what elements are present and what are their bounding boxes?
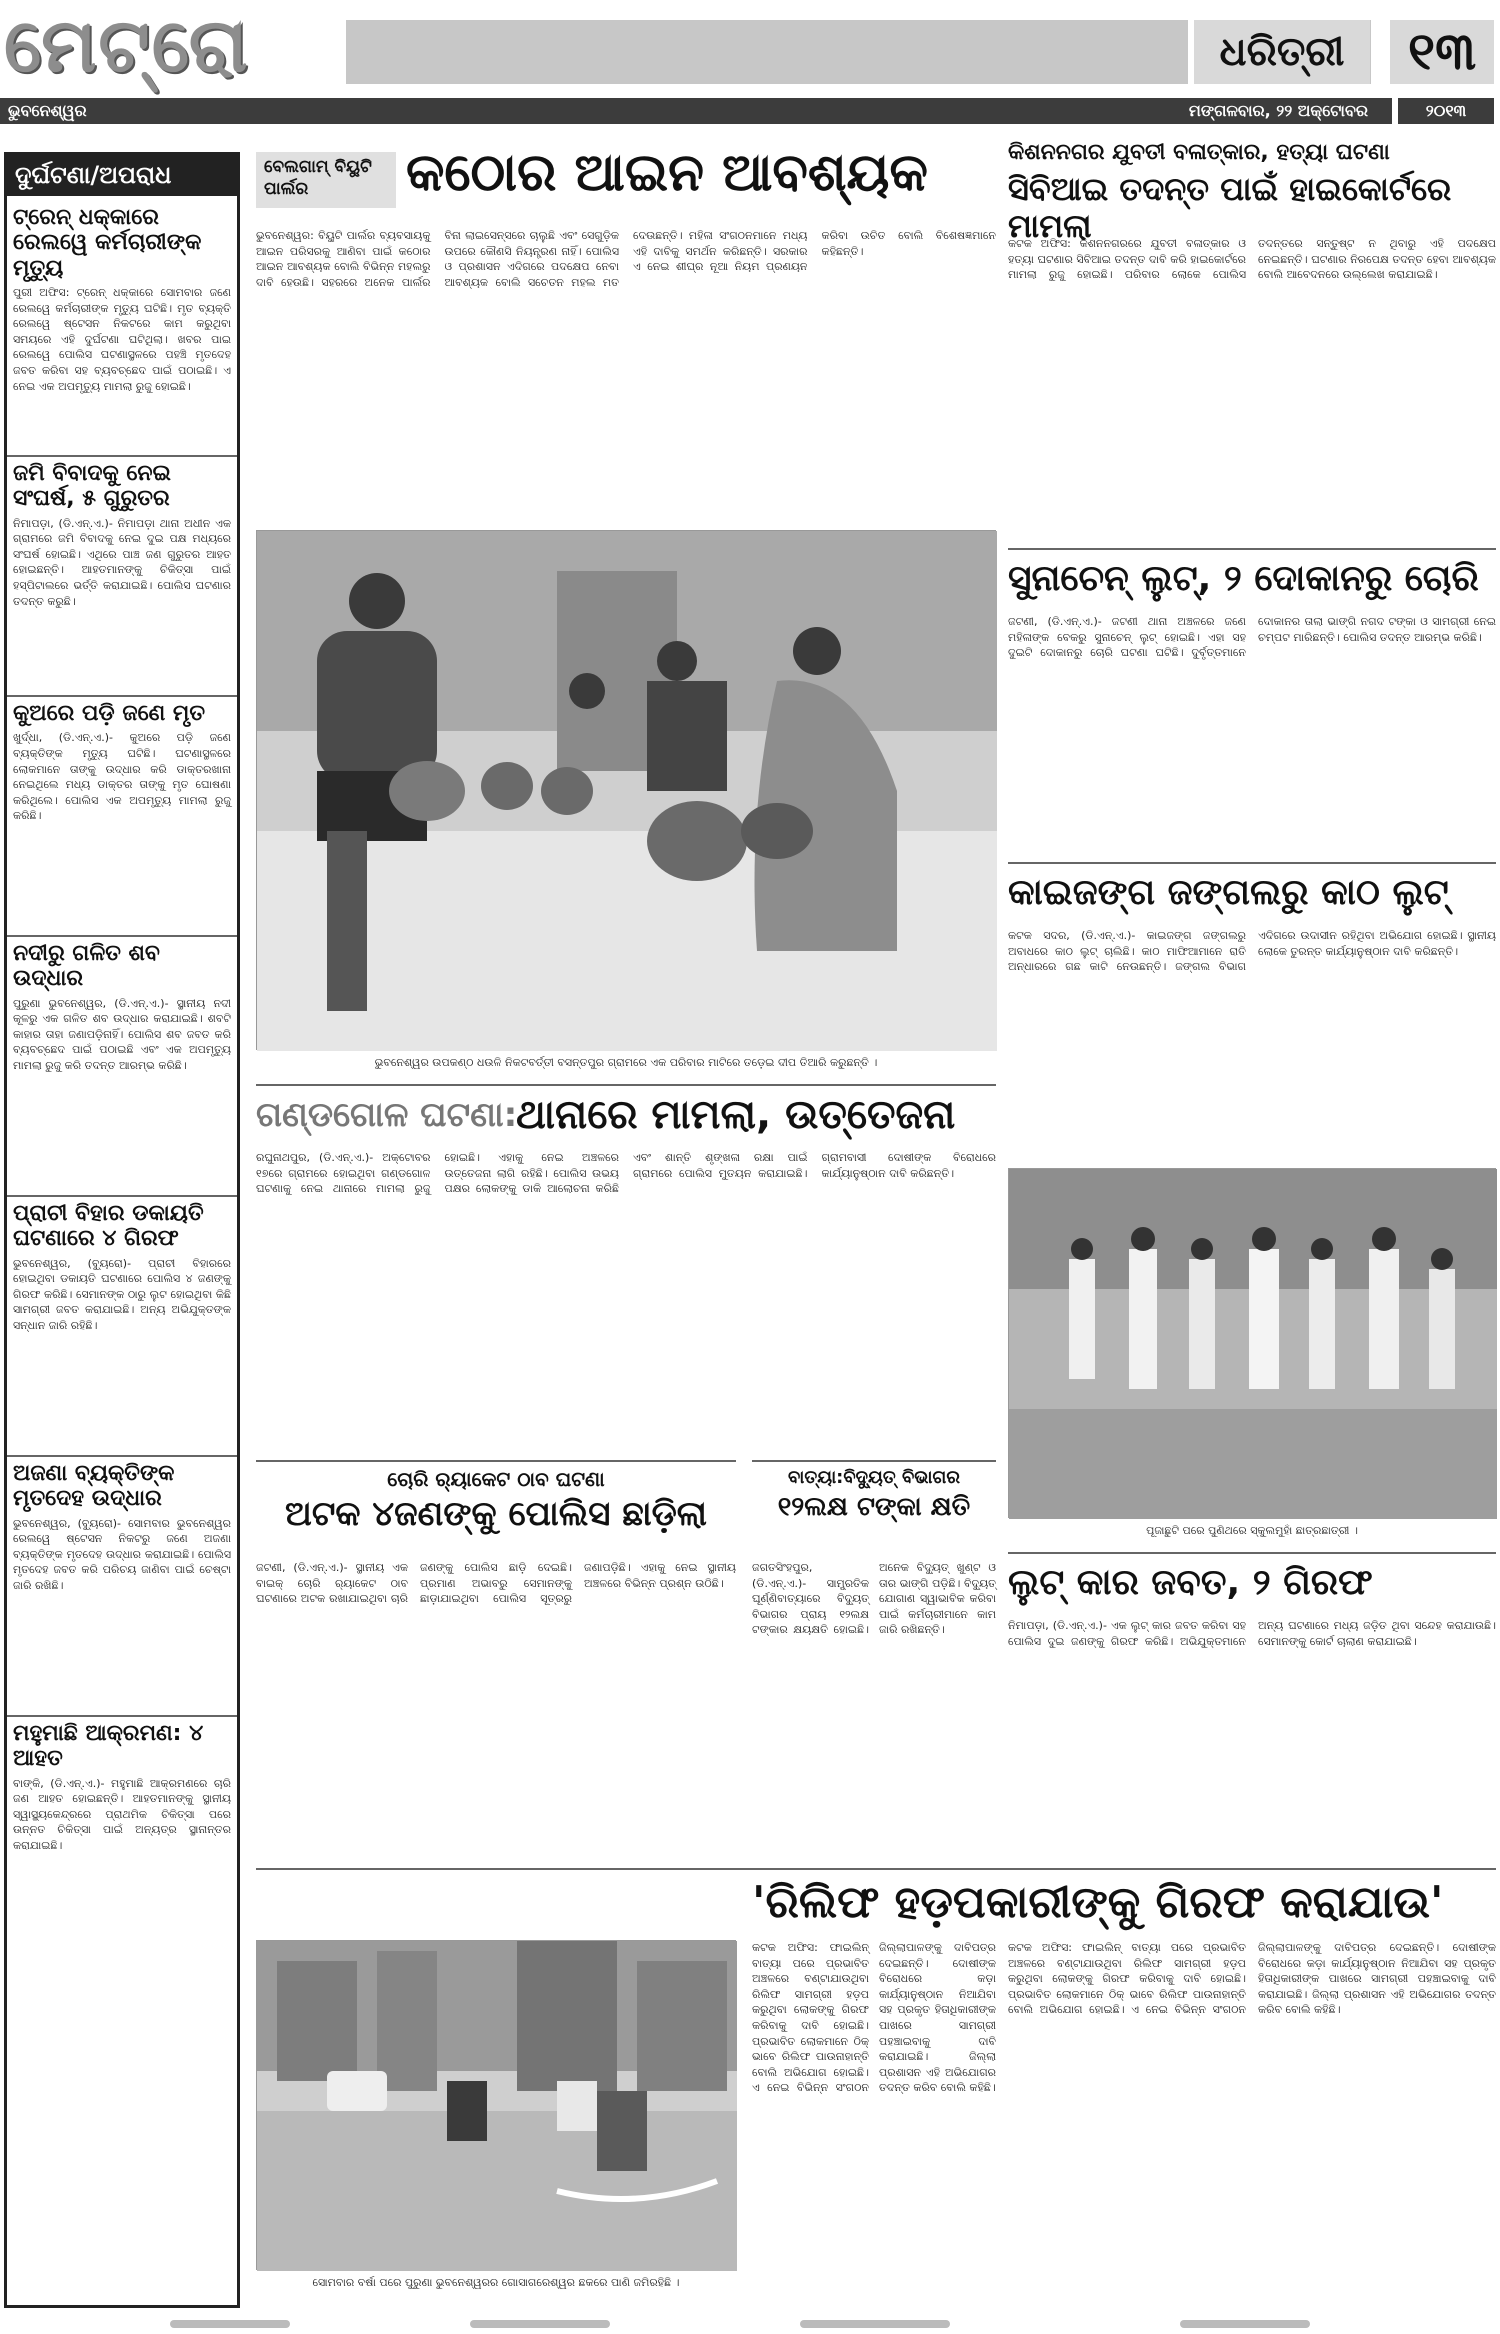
mid-kicker: ଗଣ୍ଡଗୋଳ ଘଟଣା: [256,1095,518,1135]
cbi-headline-block [1008,140,1496,246]
story-headline: ପ୍ରାଚୀ ବିହାର ଡକାୟତି ଘଟଣାରେ ୪ ଗିରଫ [13,1201,204,1252]
lead-body: ଭୁବନେଶ୍ୱର: ବିୟୁଟି ପାର୍ଲର ବ୍ୟବସାୟକୁ ଆଇନ ପରିସରକୁ ଆଣିବା ପାଇଁ କଠୋର ଆଇନ ଆବଶ୍ୟକ ବୋଲି ବିଭିନ୍ନ ମହଲରୁ ଦାବି ହେଉଛି। ସହରରେ ଅନେକ ପାର୍ଲର ବିନା ଲାଇସେନ୍ସରେ ଚାଲୁଛି ଏବଂ ସେଗୁଡ଼ିକ ଉପରେ କୌଣସି ନିୟନ୍ତ୍ରଣ ନାହିଁ। ପୋଲିସ ଓ ପ୍ରଶାସନ ଏଦିଗରେ ପଦକ୍ଷେପ ନେବା ଆବଶ୍ୟକ ବୋଲି ସଚେତନ ମହଲ ମତ ଦେଉଛନ୍ତି। ମହିଳା ସଂଗଠନମାନେ ମଧ୍ୟ ଏହି ଦାବିକୁ ସମର୍ଥନ କରିଛନ୍ତି। ସରକାର ଏ ନେଇ ଶୀଘ୍ର ନୂଆ ନିୟମ ପ୍ରଣୟନ କରିବା ଉଚିତ ବୋଲି ବିଶେଷଜ୍ଞମାନେ କହିଛନ୍ତି। [256,229,996,289]
relief-headline: 'ରିଲିଫ ହଡ଼ପକାରୀଙ୍କୁ ଗିରଫ କରାଯାଉ' [752,1877,1444,1928]
strip-segment [170,2320,290,2328]
pottery-photo-illustration [257,531,997,1051]
car-headline: ଲୁଟ୍ କାର ଜବତ, ୨ ଗିରଫ [1008,1562,1373,1603]
story-body: ଭୁବନେଶ୍ୱର, (ବ୍ୟୁରୋ)- ସୋମବାର ଭୁବନେଶ୍ୱର ରେଲୱେ ଷ୍ଟେସନ ନିକଟରୁ ଜଣେ ଅଜଣା ବ୍ୟକ୍ତିଙ୍କ ମୃତଦେହ ଉଦ୍ଧାର କରାଯାଇଛି। ପୋଲିସ ମୃତଦେହ ଜବତ କରି ପରିଚୟ ଜାଣିବା ପାଇଁ ଚେଷ୍ଟା ଜାରି ରଖିଛି। [13,1516,231,1593]
story-headline: ଅଜଣା ବ୍ୟକ୍ତିଙ୍କ ମୃତଦେହ ଉଦ୍ଧାର [13,1461,175,1512]
story-robbery [7,1195,237,1338]
relief-body-right: କଟକ ଅଫିସ: ଫାଇଲିନ୍ ବାତ୍ୟା ପରେ ପ୍ରଭାବିତ ଅଞ୍ଚଳରେ ବଣ୍ଟାଯାଉଥିବା ରିଲିଫ ସାମଗ୍ରୀ ହଡ଼ପ କରୁଥିବା ଲୋକଙ୍କୁ ଗିରଫ କରିବାକୁ ଦାବି ହୋଇଛି। ପ୍ରଭାବିତ ଲୋକମାନେ ଠିକ୍ ଭାବେ ରିଲିଫ ପାଉନାହାନ୍ତି ବୋଲି ଅଭିଯୋଗ ହୋଇଛି। ଏ ନେଇ ବିଭିନ୍ନ ସଂଗଠନ ଜିଲ୍ଲାପାଳଙ୍କୁ ଦାବିପତ୍ର ଦେଇଛନ୍ତି। ଦୋଷୀଙ୍କ ବିରୋଧରେ କଡ଼ା କାର୍ଯ୍ୟାନୁଷ୍ଠାନ ନିଆଯିବା ସହ ପ୍ରକୃତ ହିତାଧିକାରୀଙ୍କ ପାଖରେ ସାମଗ୍ରୀ ପହଞ୍ଚାଇବାକୁ ଦାବି କରାଯାଇଛି। ଜିଲ୍ଲା ପ୍ରଶାସନ ଏହି ଅଭିଯୋଗର ତଦନ୍ତ କରିବ ବୋଲି କହିଛି। [1008,1941,1496,2017]
story-land-dispute [7,455,237,613]
strip-segment [1180,2320,1310,2328]
mid-body: ରଘୁନାଥପୁର, (ଡି.ଏନ୍.ଏ.)- ଅକ୍ଟୋବର ୧୭ରେ ଗ୍ରାମରେ ହୋଇଥିବା ଗଣ୍ଡଗୋଳ ଘଟଣାକୁ ନେଇ ଥାନାରେ ମାମଲା ରୁଜୁ ହୋଇଛି। ଏହାକୁ ନେଇ ଅଞ୍ଚଳରେ ଉତ୍ତେଜନା ଲାଗି ରହିଛି। ପୋଲିସ ଉଭୟ ପକ୍ଷର ଲୋକଙ୍କୁ ଡାକି ଆଲୋଚନା କରିଛି ଏବଂ ଶାନ୍ତି ଶୃଙ୍ଖଳା ରକ୍ଷା ପାଇଁ ଗ୍ରାମରେ ପୋଲିସ ମୁତୟନ କରାଯାଇଛି। ଗ୍ରାମବାସୀ ଦୋଷୀଙ୍କ ବିରୋଧରେ କାର୍ଯ୍ୟାନୁଷ୍ଠାନ ଦାବି କରିଛନ୍ତି। [256,1151,996,1196]
mid-headline: ଥାନାରେ ମାମଲା, ଉତ୍ତେଜନା [516,1092,956,1138]
storm-body: ଜଗତସିଂହପୁର, (ଡି.ଏନ୍.ଏ.)- ସାମ୍ପ୍ରତିକ ଘୂର୍ଣ୍ଣିବାତ୍ୟାରେ ବିଦ୍ୟୁତ୍ ବିଭାଗର ପ୍ରାୟ ୧୨ଲକ୍ଷ ଟଙ୍କାର କ୍ଷୟକ୍ଷତି ହୋଇଛି। ଅନେକ ବିଦ୍ୟୁତ୍ ଖୁଣ୍ଟ ଓ ତାର ଭାଙ୍ଗି ପଡ଼ିଛି। ବିଦ୍ୟୁତ୍ ଯୋଗାଣ ସ୍ୱାଭାବିକ କରିବା ପାଇଁ କର୍ମଚାରୀମାନେ କାମ ଜାରି ରଖିଛନ୍ତି। [752,1561,996,1637]
bottom-strip [0,2316,1500,2334]
story-river-body [7,935,237,1078]
story-headline: ଟ୍ରେନ୍ ଧକ୍କାରେ ରେଲୱେ କର୍ମଚାରୀଙ୍କ ମୃତ୍ୟୁ [13,205,202,281]
story-unknown-body [7,1455,237,1598]
strip-segment [470,2320,610,2328]
strip-segment [800,2320,950,2328]
story-bees [7,1715,237,1858]
cbi-headline: ସିବିଆଇ ତଦନ୍ତ ପାଇଁ ହାଇକୋର୍ଟରେ ମାମଲା [1008,170,1452,246]
school-photo-caption: ପୂଜାଛୁଟି ପରେ ପୁଣିଥରେ ସ୍କୁଲମୁହାଁ ଛାତ୍ରଛାତ୍ରୀ । [1146,1524,1358,1537]
story-body: ଭୁବନେଶ୍ୱର, (ବ୍ୟୁରୋ)- ପ୍ରାଚୀ ବିହାରରେ ହୋଇଥିବା ଡକାୟତି ଘଟଣାରେ ପୋଲିସ ୪ ଜଣଙ୍କୁ ଗିରଫ କରିଛି। ସେମାନଙ୍କ ଠାରୁ ଲୁଟ ହୋଇଥିବା କିଛି ସାମଗ୍ରୀ ଜବତ କରାଯାଇଛି। ଅନ୍ୟ ଅଭିଯୁକ୍ତଙ୍କ ସନ୍ଧାନ ଜାରି ରହିଛି। [13,1256,231,1333]
relief-body-left: କଟକ ଅଫିସ: ଫାଇଲିନ୍ ବାତ୍ୟା ପରେ ପ୍ରଭାବିତ ଅଞ୍ଚଳରେ ବଣ୍ଟାଯାଉଥିବା ରିଲିଫ ସାମଗ୍ରୀ ହଡ଼ପ କରୁଥିବା ଲୋକଙ୍କୁ ଗିରଫ କରିବାକୁ ଦାବି ହୋଇଛି। ପ୍ରଭାବିତ ଲୋକମାନେ ଠିକ୍ ଭାବେ ରିଲିଫ ପାଉନାହାନ୍ତି ବୋଲି ଅଭିଯୋଗ ହୋଇଛି। ଏ ନେଇ ବିଭିନ୍ନ ସଂଗଠନ ଜିଲ୍ଲାପାଳଙ୍କୁ ଦାବିପତ୍ର ଦେଇଛନ୍ତି। ଦୋଷୀଙ୍କ ବିରୋଧରେ କଡ଼ା କାର୍ଯ୍ୟାନୁଷ୍ଠାନ ନିଆଯିବା ସହ ପ୍ରକୃତ ହିତାଧିକାରୀଙ୍କ ପାଖରେ ସାମଗ୍ରୀ ପହଞ୍ଚାଇବାକୁ ଦାବି କରାଯାଇଛି। ଜିଲ୍ଲା ପ୍ରଶାସନ ଏହି ଅଭିଯୋଗର ତଦନ୍ତ କରିବ ବୋଲି କହିଛି। [752,1941,996,2095]
car-body: ନିମାପଡ଼ା, (ଡି.ଏନ୍.ଏ.)- ଏକ ଲୁଟ୍ କାର ଜବତ କରିବା ସହ ପୋଲିସ ଦୁଇ ଜଣଙ୍କୁ ଗିରଫ କରିଛି। ଅଭିଯୁକ୍ତମାନେ ଅନ୍ୟ ଘଟଣାରେ ମଧ୍ୟ ଜଡ଼ିତ ଥିବା ସନ୍ଦେହ କରାଯାଉଛି। ସେମାନଙ୍କୁ କୋର୍ଟ ଚାଲାଣ କରାଯାଇଛି। [1008,1619,1496,1648]
lead-headline: କଠୋର ଆଇନ ଆବଶ୍ୟକ [406,143,928,203]
story-headline: ମହୁମାଛି ଆକ୍ରମଣ: ୪ ଆହତ [13,1721,204,1772]
page-number: ୧୩ [1390,20,1494,84]
masthead [0,0,1500,120]
lead-headline-block [256,140,996,220]
story-body: ପୁରୀ ଅଫିସ: ଟ୍ରେନ୍ ଧକ୍କାରେ ସୋମବାର ଜଣେ ରେଲୱେ କର୍ମଚାରୀଙ୍କ ମୃତ୍ୟୁ ଘଟିଛି। ମୃତ ବ୍ୟକ୍ତି ରେଲୱେ ଷ୍ଟେସନ ନିକଟରେ କାମ କରୁଥିବା ସମୟରେ ଏହି ଦୁର୍ଘଟଣା ଘଟିଥିଲା। ଖବର ପାଇ ରେଲୱେ ପୋଲିସ ଘଟଣାସ୍ଥଳରେ ପହଞ୍ଚି ମୃତଦେହ ଜବତ କରିବା ସହ ବ୍ୟବଚ୍ଛେଦ ପାଇଁ ପଠାଇଛି। ଏ ନେଇ ଏକ ଅପମୃତ୍ୟୁ ମାମଲା ରୁଜୁ ହୋଇଛି। [13,285,231,393]
dateline-city: ଭୁବନେଶ୍ୱର [8,101,87,120]
story-headline: ଜମି ବିବାଦକୁ ନେଇ ସଂଘର୍ଷ, ୫ ଗୁରୁତର [13,461,171,512]
rain-photo-caption: ସୋମବାର ବର୍ଷା ପରେ ପୁରୁଣା ଭୁବନେଶ୍ୱରର ଗୋସାଗରେଶ୍ୱର ଛକରେ ପାଣି ଜମିରହିଛି । [312,2276,680,2289]
dateline-date: ମଙ୍ଗଳବାର, ୨୨ ଅକ୍ଟୋବର [1188,101,1368,120]
story-body: ପୁରୁଣା ଭୁବନେଶ୍ୱର, (ଡି.ଏନ୍.ଏ.)- ସ୍ଥାନୀୟ ନଦୀ କୂଳରୁ ଏକ ଗଳିତ ଶବ ଉଦ୍ଧାର କରାଯାଇଛି। ଶବଟି କାହାର ତାହା ଜଣାପଡ଼ିନାହିଁ। ପୋଲିସ ଶବ ଜବତ କରି ବ୍ୟବଚ୍ଛେଦ ପାଇଁ ପଠାଇଛି ଏବଂ ଏକ ଅପମୃତ୍ୟୁ ମାମଲା ରୁଜୁ କରି ତଦନ୍ତ ଆରମ୍ଭ କରିଛି। [13,996,231,1073]
students-walking-photo-illustration [1009,1169,1497,1519]
story-body: ବାଙ୍କି, (ଡି.ଏନ୍.ଏ.)- ମହୁମାଛି ଆକ୍ରମଣରେ ଚାରି ଜଣ ଆହତ ହୋଇଛନ୍ତି। ଆହତମାନଙ୍କୁ ସ୍ଥାନୀୟ ସ୍ୱାସ୍ଥ୍ୟକେନ୍ଦ୍ରରେ ପ୍ରାଥମିକ ଚିକିତ୍ସା ପରେ ଉନ୍ନତ ଚିକିତ୍ସା ପାଇଁ ଅନ୍ୟତ୍ର ସ୍ଥାନାନ୍ତର କରାଯାଇଛି। [13,1776,231,1853]
cbi-body: କଟକ ଅଫିସ: କିଶନନଗରରେ ଯୁବତୀ ବଳାତ୍କାର ଓ ହତ୍ୟା ଘଟଣାର ସିବିଆଇ ତଦନ୍ତ ଦାବି କରି ହାଇକୋର୍ଟରେ ମାମଲା ରୁଜୁ ହୋଇଛି। ପରିବାର ଲୋକେ ପୋଲିସ ତଦନ୍ତରେ ସନ୍ତୁଷ୍ଟ ନ ଥିବାରୁ ଏହି ପଦକ୍ଷେପ ନେଇଛନ୍ତି। ଘଟଣାର ନିରପେକ୍ଷ ତଦନ୍ତ ହେବା ଆବଶ୍ୟକ ବୋଲି ଆବେଦନରେ ଉଲ୍ଲେଖ କରାଯାଇଛି। [1008,237,1496,282]
dateline-year: ୨୦୧୩ [1398,98,1494,124]
left-column [4,152,240,2308]
section-name: ଧରିତ୍ରୀ [1188,20,1370,84]
story-train [7,201,237,398]
police-headline-block [256,1460,736,1555]
storm-headline-block [752,1460,996,1555]
forest-headline-block [1008,862,1496,922]
jewel-headline: ସୁନାଚେନ୍ ଲୁଟ୍, ୨ ଦୋକାନରୁ ଚୋରି [1008,558,1479,599]
cbi-kicker: କିଶନନଗର ଯୁବତୀ ବଳାତ୍କାର, ହତ୍ୟା ଘଟଣା [1008,140,1390,165]
newspaper-logo: ମେଟ୍ରୋ [4,3,250,89]
lead-photo [256,530,996,1050]
police-body: ଜଟଣୀ, (ଡି.ଏନ୍.ଏ.)- ସ୍ଥାନୀୟ ଏକ ବାଇକ୍ ଚୋରି ର‌୍ୟାକେଟ ଠାବ ଘଟଣାରେ ଅଟକ ରଖାଯାଇଥିବା ଚାରି ଜଣଙ୍କୁ ପୋଲିସ ଛାଡ଼ି ଦେଇଛି। ପ୍ରମାଣ ଅଭାବରୁ ସେମାନଙ୍କୁ ଛାଡ଼ାଯାଇଥିବା ପୋଲିସ ସୂତ୍ରରୁ ଜଣାପଡ଼ିଛି। ଏହାକୁ ନେଇ ସ୍ଥାନୀୟ ଅଞ୍ଚଳରେ ବିଭିନ୍ନ ପ୍ରଶ୍ନ ଉଠିଛି। [256,1561,736,1606]
story-body: ନିମାପଡ଼ା, (ଡି.ଏନ୍.ଏ.)- ନିମାପଡ଼ା ଥାନା ଅଧୀନ ଏକ ଗ୍ରାମରେ ଜମି ବିବାଦକୁ ନେଇ ଦୁଇ ପକ୍ଷ ମଧ୍ୟରେ ସଂଘର୍ଷ ହୋଇଛି। ଏଥିରେ ପାଞ୍ଚ ଜଣ ଗୁରୁତର ଆହତ ହୋଇଛନ୍ତି। ଆହତମାନଙ୍କୁ ଚିକିତ୍ସା ପାଇଁ ହସ୍ପିଟାଲରେ ଭର୍ତ୍ତି କରାଯାଇଛି। ପୋଲିସ ଘଟଣାର ତଦନ୍ତ କରୁଛି। [13,516,231,608]
jewel-headline-block [1008,548,1496,608]
storm-kicker: ବାତ୍ୟା:ବିଦ୍ୟୁତ୍ ବିଭାଗର [788,1467,960,1488]
section-banner: ଦୁର୍ଘଟଣା/ଅପରାଧ [7,155,237,196]
lead-kicker: ବେଲଗାମ୍ ବିୟୁଟି ପାର୍ଲର [256,152,396,208]
story-headline: ନଦୀରୁ ଗଳିତ ଶବ ଉଦ୍ଧାର [13,941,160,992]
forest-body: କଟକ ସଦର, (ଡି.ଏନ୍.ଏ.)- କାଇଜଙ୍ଗ ଜଙ୍ଗଲରୁ ଅବାଧରେ କାଠ ଲୁଟ୍ ଚାଲିଛି। କାଠ ମାଫିଆମାନେ ରାତି ଅନ୍ଧାରରେ ଗଛ କାଟି ନେଉଛନ୍ତି। ଜଙ୍ଗଲ ବିଭାଗ ଏଦିଗରେ ଉଦାସୀନ ରହିଥିବା ଅଭିଯୋଗ ହୋଇଛି। ସ୍ଥାନୀୟ ଲୋକେ ତୁରନ୍ତ କାର୍ଯ୍ୟାନୁଷ୍ଠାନ ଦାବି କରିଛନ୍ତି। [1008,929,1496,974]
mid-headline-block [256,1084,996,1144]
street-rain-photo-illustration [257,1941,737,2271]
right-column [1008,140,1496,2310]
storm-headline: ୧୨ଲକ୍ଷ ଟଙ୍କା କ୍ଷତି [777,1491,971,1522]
school-photo [1008,1168,1496,1518]
jewel-body: ଜଟଣୀ, (ଡି.ଏନ୍.ଏ.)- ଜଟଣୀ ଥାନା ଅଞ୍ଚଳରେ ଜଣେ ମହିଳାଙ୍କ ବେକରୁ ସୁନାଚେନ୍ ଲୁଟ୍ ହୋଇଛି। ଏହା ସହ ଦୁଇଟି ଦୋକାନରୁ ଚୋରି ଘଟଣା ଘଟିଛି। ଦୁର୍ବୃତ୍ତମାନେ ଦୋକାନର ତାଲା ଭାଙ୍ଗି ନଗଦ ଟଙ୍କା ଓ ସାମଗ୍ରୀ ନେଇ ଚମ୍ପଟ ମାରିଛନ୍ତି। ପୋଲିସ ତଦନ୍ତ ଆରମ୍ଭ କରିଛି। [1008,615,1496,660]
story-well [7,695,237,828]
dateline-bar [0,98,1392,124]
rain-photo [256,1940,736,2270]
story-headline: କୁଅରେ ପଡ଼ି ଜଣେ ମୃତ [13,701,206,726]
car-headline-block [1008,1552,1496,1612]
police-kicker: ଚୋରି ର‌୍ୟାକେଟ ଠାବ ଘଟଣା [387,1467,605,1491]
story-body: ଖୁର୍ଦ୍ଧା, (ଡି.ଏନ୍.ଏ.)- କୁଅରେ ପଡ଼ି ଜଣେ ବ୍ୟକ୍ତିଙ୍କ ମୃତ୍ୟୁ ଘଟିଛି। ଘଟଣାସ୍ଥଳରେ ଲୋକମାନେ ତାଙ୍କୁ ଉଦ୍ଧାର କରି ଡାକ୍ତରଖାନା ନେଇଥିଲେ ମଧ୍ୟ ଡାକ୍ତର ତାଙ୍କୁ ମୃତ ଘୋଷଣା କରିଥିଲେ। ପୋଲିସ ଏକ ଅପମୃତ୍ୟୁ ମାମଲା ରୁଜୁ କରିଛି। [13,731,231,823]
forest-headline: କାଇଜଙ୍ଗ ଜଙ୍ଗଲରୁ କାଠ ଲୁଟ୍ [1008,872,1449,913]
police-headline: ଅଟକ ୪ଜଣଙ୍କୁ ପୋଲିସ ଛାଡ଼ିଲା [285,1494,707,1534]
lead-photo-caption: ଭୁବନେଶ୍ୱର ଉପକଣ୍ଠ ଧଉଳି ନିକଟବର୍ତ୍ତୀ ବସନ୍ତପୁର ଗ୍ରାମରେ ଏକ ପରିବାର ମାଟିରେ ତଡ଼େଇ ଦୀପ ତିଆରି କରୁଛନ୍ତି । [374,1056,878,1069]
